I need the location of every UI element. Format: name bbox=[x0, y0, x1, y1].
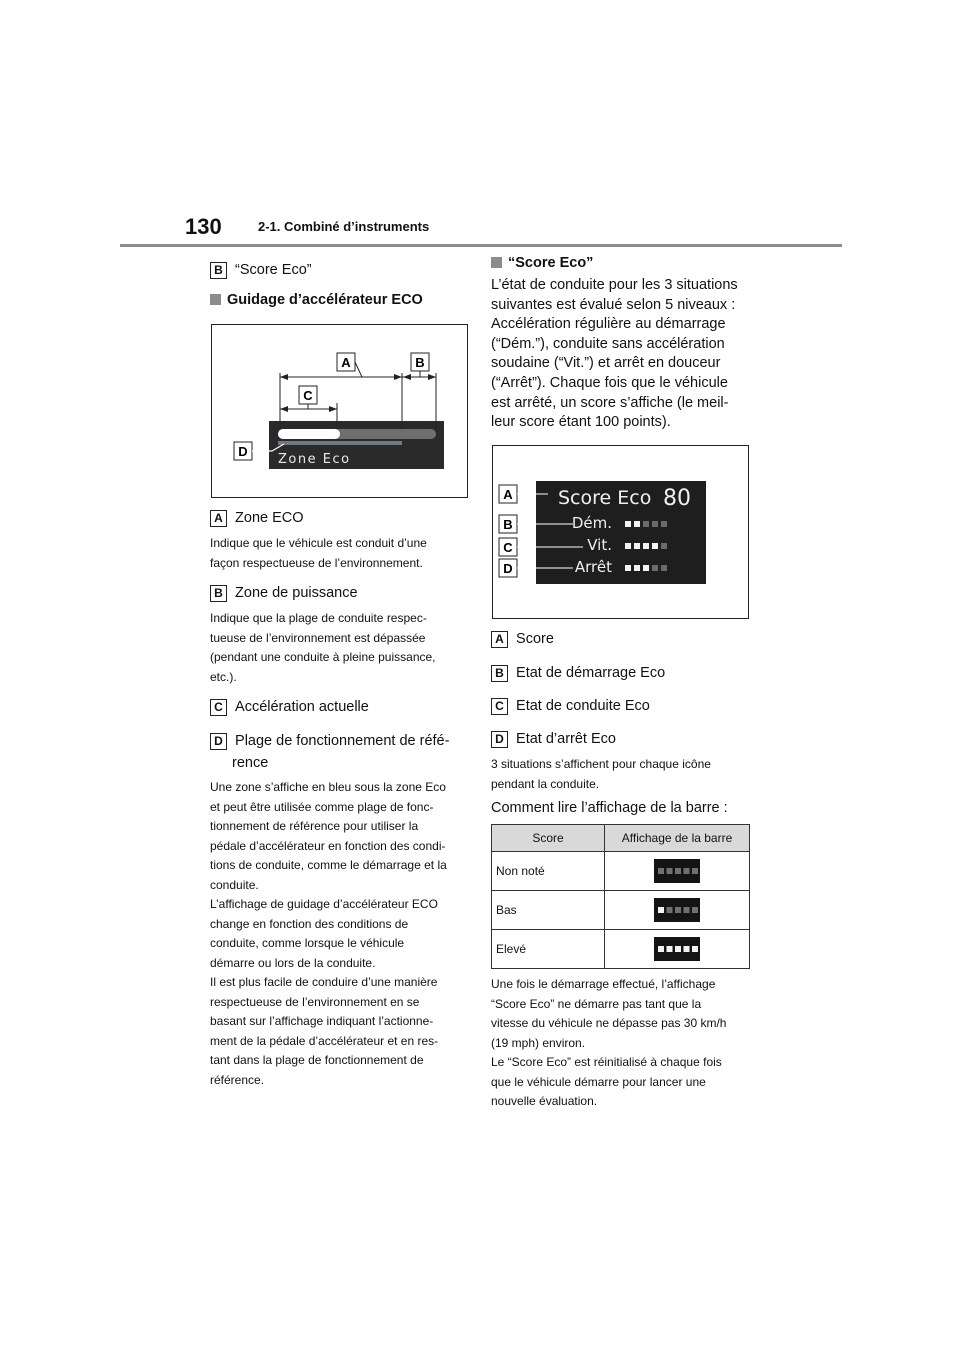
level-square bbox=[661, 543, 667, 549]
table-cell-bar bbox=[605, 930, 750, 969]
footer-line: que le véhicule démarre pour lancer une bbox=[491, 1074, 706, 1089]
footer-note bbox=[491, 975, 751, 1112]
desc-line: Indique que la plage de conduite respec- bbox=[210, 611, 427, 625]
bar-level-square bbox=[692, 946, 698, 952]
table-cell-score: Non noté bbox=[492, 852, 605, 891]
footer-line: Le “Score Eco” est réinitialisé à chaque fois bbox=[491, 1055, 722, 1069]
table-cell-bar bbox=[605, 852, 750, 891]
footer-line: nouvelle évaluation. bbox=[491, 1094, 598, 1108]
item-reference-range-desc bbox=[210, 778, 470, 1090]
item-power-zone bbox=[210, 583, 358, 603]
page-number: 130 bbox=[185, 214, 222, 239]
callout-b: B bbox=[503, 517, 513, 532]
level-square bbox=[661, 521, 667, 527]
desc-line: tionnement de référence pour utiliser la bbox=[210, 819, 419, 833]
level-square bbox=[661, 565, 667, 571]
score-eco-figure bbox=[492, 445, 749, 619]
bar-level-square bbox=[658, 868, 664, 874]
row-label-vit: Vit. bbox=[587, 536, 612, 554]
display-text: Zone Eco bbox=[278, 452, 351, 467]
bar-level-square bbox=[675, 907, 681, 913]
callout-b: B bbox=[415, 355, 425, 370]
item-title: Etat de conduite Eco bbox=[516, 698, 650, 714]
item-title: Zone de puissance bbox=[235, 585, 358, 601]
callout-a: A bbox=[503, 487, 513, 502]
item-title: Etat d’arrêt Eco bbox=[516, 731, 616, 747]
footer-line: vitesse du véhicule ne dépasse pas 30 km/h bbox=[491, 1016, 727, 1030]
footer-line: “Score Eco” ne démarre pas tant que la bbox=[491, 996, 702, 1011]
callout-c: C bbox=[503, 540, 513, 555]
desc-line: démarre ou lors de la conduite. bbox=[210, 955, 376, 970]
level-square bbox=[625, 521, 631, 527]
header-rule bbox=[120, 244, 842, 247]
body-line: L’état de conduite pour les 3 situations bbox=[491, 277, 738, 293]
bar-level-square bbox=[667, 907, 673, 913]
score-eco-body bbox=[491, 276, 751, 433]
table-cell-score: Bas bbox=[492, 891, 605, 930]
item-current-acceleration bbox=[210, 697, 369, 717]
bar-level-square bbox=[684, 946, 690, 952]
score-eco-illustration bbox=[493, 446, 748, 618]
footer-line: (19 mph) environ. bbox=[491, 1035, 586, 1050]
level-square bbox=[643, 521, 649, 527]
bar-table bbox=[491, 824, 750, 969]
callout-label: D bbox=[210, 733, 227, 750]
callout-label: B bbox=[491, 665, 508, 682]
bar-level-square bbox=[684, 907, 690, 913]
level-square bbox=[625, 565, 631, 571]
callout-label: A bbox=[491, 631, 508, 648]
desc-line: conduite. bbox=[210, 877, 259, 892]
note-line: 3 situations s’affichent pour chaque icône bbox=[491, 757, 711, 771]
item-title: Score bbox=[516, 631, 554, 647]
intro-text: “Score Eco” bbox=[235, 262, 312, 278]
note bbox=[491, 755, 751, 794]
bar-level-square bbox=[667, 946, 673, 952]
eco-guidance-figure bbox=[211, 324, 468, 498]
bar-table-wrap bbox=[491, 824, 750, 969]
table-header: Score bbox=[492, 825, 605, 852]
callout-label: B bbox=[210, 262, 227, 279]
bar-level-square bbox=[667, 868, 673, 874]
footer-line: Une fois le démarrage effectué, l’affichage bbox=[491, 977, 716, 991]
bar-level-square bbox=[692, 868, 698, 874]
score-value: 80 bbox=[663, 486, 691, 511]
callout-label: A bbox=[210, 510, 227, 527]
item-title: Zone ECO bbox=[235, 510, 304, 526]
item-title: Accélération actuelle bbox=[235, 699, 369, 715]
desc-line: Il est plus facile de conduire d’une manière bbox=[210, 975, 438, 989]
item-power-zone-desc bbox=[210, 609, 470, 687]
body-line: (“Arrêt”). Chaque fois que le véhicule bbox=[491, 374, 728, 391]
eco-guidance-illustration bbox=[212, 325, 467, 497]
table-cell-bar bbox=[605, 891, 750, 930]
bar-level-square bbox=[675, 946, 681, 952]
desc-line: etc.). bbox=[210, 669, 237, 684]
eco-zone-bar bbox=[278, 429, 340, 439]
score-title: Score Eco bbox=[558, 487, 652, 509]
item-start-state bbox=[491, 663, 665, 683]
item-title-cont: rence bbox=[232, 755, 269, 771]
callout-label: B bbox=[210, 585, 227, 602]
table-header-row bbox=[492, 825, 750, 852]
note-line: pendant la conduite. bbox=[491, 776, 600, 791]
desc-line: L’affichage de guidage d’accélérateur ECO bbox=[210, 897, 438, 911]
table-row bbox=[492, 891, 750, 930]
callout-label: C bbox=[491, 698, 508, 715]
table-header: Affichage de la barre bbox=[605, 825, 750, 852]
score-eco-heading bbox=[491, 255, 593, 271]
desc-line: Indique que le véhicule est conduit d’une bbox=[210, 536, 427, 550]
callout-label: C bbox=[210, 699, 227, 716]
bar-graphic bbox=[654, 859, 700, 883]
item-stop-state bbox=[491, 729, 616, 749]
item-eco-zone bbox=[210, 508, 304, 528]
desc-line: (pendant une conduite à pleine puissance, bbox=[210, 650, 436, 664]
callout-label: D bbox=[491, 731, 508, 748]
item-eco-zone-desc bbox=[210, 534, 470, 573]
desc-line: change en fonction des conditions de bbox=[210, 916, 409, 931]
bar-level-square bbox=[675, 868, 681, 874]
item-driving-state bbox=[491, 696, 650, 716]
item-title: Etat de démarrage Eco bbox=[516, 665, 666, 681]
bar-level-square bbox=[692, 907, 698, 913]
eco-guidance-heading bbox=[210, 292, 423, 308]
row-label-dem: Dém. bbox=[571, 514, 612, 532]
desc-line: et peut être utilisée comme plage de fonc- bbox=[210, 799, 434, 814]
bar-graphic bbox=[654, 937, 700, 961]
item-score bbox=[491, 629, 554, 649]
table-row bbox=[492, 930, 750, 969]
square-bullet-icon bbox=[210, 294, 221, 305]
body-line: soudaine (“Vit.”) et arrêt en douceur bbox=[491, 355, 721, 372]
desc-line: tions de conduite, comme le démarrage et la bbox=[210, 858, 447, 872]
row-label-arret: Arrêt bbox=[574, 558, 612, 576]
bar-level-square bbox=[658, 907, 664, 913]
body-line: est arrêté, un score s’affiche (le meil- bbox=[491, 394, 729, 411]
body-line: Accélération régulière au démarrage bbox=[491, 316, 726, 333]
desc-line: référence. bbox=[210, 1072, 265, 1087]
desc-line: Une zone s’affiche en bleu sous la zone Eco bbox=[210, 780, 446, 794]
item-reference-range bbox=[210, 730, 449, 774]
level-square bbox=[652, 543, 658, 549]
level-square bbox=[643, 543, 649, 549]
score-eco-heading-text: “Score Eco” bbox=[508, 255, 594, 271]
desc-line: tueuse de l’environnement est dépassée bbox=[210, 630, 426, 645]
intro-line bbox=[210, 260, 312, 280]
desc-line: basant sur l’affichage indiquant l’actionne- bbox=[210, 1014, 434, 1028]
eco-guidance-heading-text: Guidage d’accélérateur ECO bbox=[227, 292, 423, 308]
section-title: 2-1. Combiné d’instruments bbox=[258, 219, 430, 234]
bar-graphic bbox=[654, 898, 700, 922]
body-line: suivantes est évalué selon 5 niveaux : bbox=[491, 296, 736, 313]
body-line: leur score étant 100 points). bbox=[491, 414, 671, 431]
bar-level-square bbox=[658, 946, 664, 952]
level-square bbox=[625, 543, 631, 549]
table-intro: Comment lire l’affichage de la barre : bbox=[491, 800, 728, 816]
item-title: Plage de fonctionnement de réfé- bbox=[235, 733, 450, 749]
desc-line: respectueuse de l’environnement en se bbox=[210, 994, 420, 1009]
callout-a: A bbox=[341, 355, 351, 370]
body-line: (“Dém.”), conduite sans accélération bbox=[491, 335, 725, 352]
desc-line: ment de la pédale d’accélérateur et en res- bbox=[210, 1033, 439, 1048]
desc-line: tant dans la plage de fonctionnement de bbox=[210, 1053, 424, 1067]
bar-level-square bbox=[684, 868, 690, 874]
callout-c: C bbox=[303, 388, 313, 403]
table-cell-score: Elevé bbox=[492, 930, 605, 969]
desc-line: façon respectueuse de l’environnement. bbox=[210, 555, 423, 570]
table-row bbox=[492, 852, 750, 891]
callout-d: D bbox=[238, 444, 248, 459]
reference-range-bar bbox=[278, 441, 402, 445]
level-square bbox=[652, 521, 658, 527]
square-bullet-icon bbox=[491, 257, 502, 268]
level-square bbox=[643, 565, 649, 571]
level-square bbox=[634, 565, 640, 571]
level-square bbox=[634, 543, 640, 549]
level-square bbox=[652, 565, 658, 571]
desc-line: pédale d’accélérateur en fonction des condi- bbox=[210, 838, 446, 853]
level-square bbox=[634, 521, 640, 527]
desc-line: conduite, comme lorsque le véhicule bbox=[210, 936, 405, 950]
callout-d: D bbox=[503, 561, 513, 576]
